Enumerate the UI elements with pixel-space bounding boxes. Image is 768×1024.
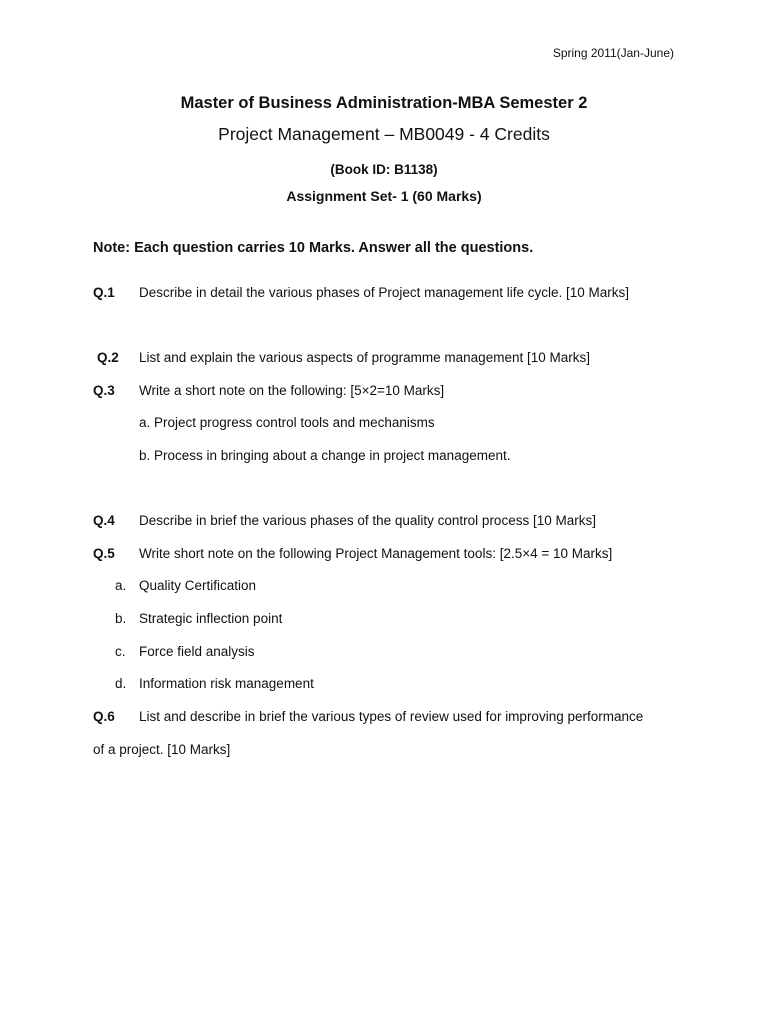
question-5-text: Write short note on the following Project Management tools: [2.5×4 = 10 Marks] <box>139 546 613 561</box>
question-3-part-b: b. Process in bringing about a change in project management. <box>139 448 511 463</box>
question-6-number: Q.6 <box>93 709 115 724</box>
question-5-item-b-text: Strategic inflection point <box>139 611 283 626</box>
question-5-item-d-letter: d. <box>115 676 127 691</box>
assignment-heading: Assignment Set- 1 (60 Marks) <box>286 188 482 204</box>
question-3-number: Q.3 <box>93 383 115 398</box>
question-5-item-c-letter: c. <box>115 644 126 659</box>
course-subtitle: Project Management – MB0049 - 4 Credits <box>218 124 550 144</box>
question-1-number: Q.1 <box>93 285 115 300</box>
question-4-number: Q.4 <box>93 513 115 528</box>
question-5-item-d-text: Information risk management <box>139 676 314 691</box>
semester-label: Spring 2011(Jan-June) <box>552 46 674 60</box>
question-1-text: Describe in detail the various phases of Project management life cycle. [10 Marks] <box>139 285 629 300</box>
question-5-number: Q.5 <box>93 546 115 561</box>
document-title: Master of Business Administration-MBA Semester 2 <box>180 94 588 112</box>
question-5-item-a-text: Quality Certification <box>139 578 257 593</box>
question-2-text: List and explain the various aspects of programme management [10 Marks] <box>139 350 590 365</box>
question-5-item-a-letter: a. <box>115 578 127 593</box>
question-2-number: Q.2 <box>97 350 119 365</box>
question-5-item-b-letter: b. <box>115 611 127 626</box>
book-id: (Book ID: B1138) <box>330 162 438 177</box>
question-3-part-a: a. Project progress control tools and mechanisms <box>139 415 435 430</box>
question-3-text: Write a short note on the following: [5×2=10 Marks] <box>139 383 445 398</box>
question-6-text: List and describe in brief the various types of review used for improving performance <box>139 709 644 724</box>
question-4-text: Describe in brief the various phases of the quality control process [10 Marks] <box>139 513 596 528</box>
question-5-item-c-text: Force field analysis <box>139 644 255 659</box>
instructions-note: Note: Each question carries 10 Marks. Answer all the questions. <box>93 240 534 256</box>
question-6-continuation: of a project. [10 Marks] <box>93 742 231 757</box>
